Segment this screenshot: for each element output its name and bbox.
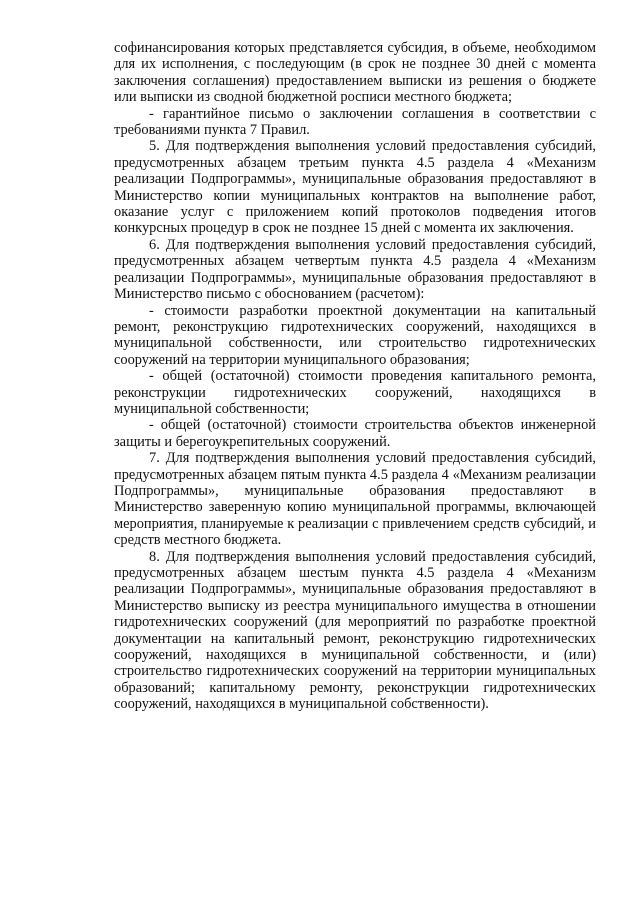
paragraph-item-6: 6. Для подтверждения выполнения условий предоставления субсидий, предусмотренных абзацем четвертым пункта 4.5 раздела 4 «Механизм реализации Подпрограммы», муниципальные образования предоставляют в Министерство письмо с обоснованием (расчетом): — [114, 236, 596, 303]
paragraph-item-8: 8. Для подтверждения выполнения условий предоставления субсидий, предусмотренных абзацем шестым пункта 4.5 раздела 4 «Механизм реализации Подпрограммы», муниципальные образования предоставляют в Министерство выписку из реестра муниципального имущества в отношении гидротехнических сооружений (для мероприятий по разработке проектной документации на капитальный ремонт, реконструкцию гидротехнических сооружений, находящихся в муниципальной собственности, и (или) строительство гидротехнических сооружений на территории муниципальных образований; капитальному ремонту, реконструкции гидротехнических сооружений, находящихся в муниципальной собственности). — [114, 548, 596, 713]
document-body — [114, 40, 596, 713]
paragraph-item-6-repair-cost: - общей (остаточной) стоимости проведения капитального ремонта, реконструкции гидротехнических сооружений, находящихся в муниципальной собственности; — [114, 368, 596, 417]
paragraph-item-6-design-cost: - стоимости разработки проектной документации на капитальный ремонт, реконструкцию гидротехнических сооружений, находящихся в муниципальной собственности, или строительство гидротехнических сооружений на территории муниципального образования; — [114, 302, 596, 368]
paragraph-cofinancing: софинансирования которых представляется субсидия, в объеме, необходимом для их исполнения, с последующим (в срок не позднее 30 дней с момента заключения соглашения) предоставлением выписки из решения о бюджете или выписки из сводной бюджетной росписи местного бюджета; — [114, 40, 596, 106]
paragraph-item-5: 5. Для подтверждения выполнения условий предоставления субсидий, предусмотренных абзацем третьим пункта 4.5 раздела 4 «Механизм реализации Подпрограммы», муниципальные образования предоставляют в Министерство копии муниципальных контрактов на выполнение работ, оказание услуг с приложением копий протоколов подведения итогов конкурсных процедур в срок не позднее 15 дней с момента их заключения. — [114, 138, 596, 237]
paragraph-guarantee-letter: - гарантийное письмо о заключении соглашения в соответствии с требованиями пункта 7 Правил. — [114, 105, 596, 139]
paragraph-item-7: 7. Для подтверждения выполнения условий предоставления субсидий, предусмотренных абзацем пятым пункта 4.5 раздела 4 «Механизм реализации Подпрограммы», муниципальные образования предоставляют в Министерство заверенную копию муниципальной программы, включающей мероприятия, планируемые к реализации с привлечением средств субсидий, и средств местного бюджета. — [114, 450, 596, 549]
paragraph-item-6-construction-cost: - общей (остаточной) стоимости строительства объектов инженерной защиты и берегоукрепительных сооружений. — [114, 417, 596, 450]
